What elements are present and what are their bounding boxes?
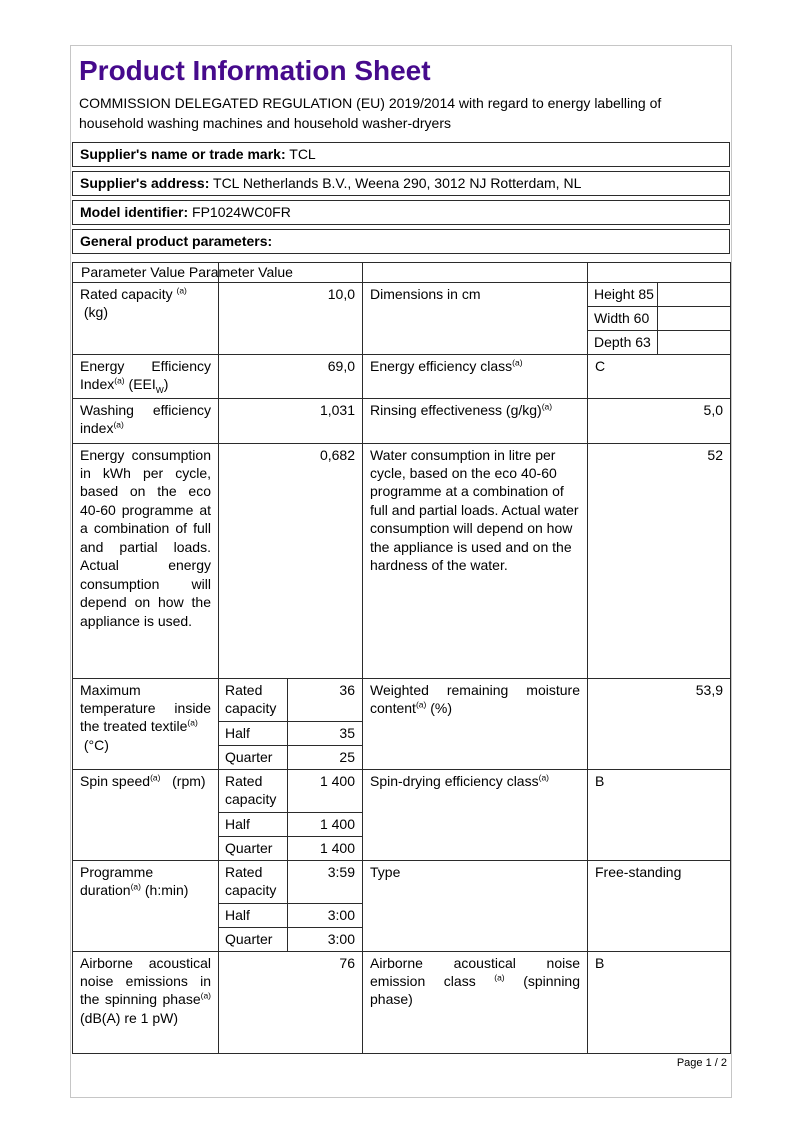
table-row-max-temperature <box>73 679 731 770</box>
table-header-row <box>73 263 731 283</box>
model-identifier-value: FP1024WC0FR <box>188 203 291 220</box>
load-row-half <box>219 722 362 746</box>
supplier-address-box <box>72 171 730 196</box>
load-label: Quarter <box>219 746 288 769</box>
param-label-water-consumption: Water consumption in litre per cycle, based on the eco 40-60 programme at a combination of full and partial loads. Actual water consumption will depend on how the appliance is used and on the hardness of the water. <box>363 444 588 679</box>
regulation-subtitle: COMMISSION DELEGATED REGULATION (EU) 2019/2014 with regard to energy labelling of household washing machines and household washer-dryers <box>79 95 662 132</box>
empty-cell <box>658 331 730 354</box>
value-moisture-content: 53,9 <box>588 679 731 770</box>
param-text: ) <box>163 375 169 392</box>
param-label-eei <box>73 355 219 399</box>
value-noise-class: B <box>588 952 731 1054</box>
programme-duration-values <box>219 861 363 952</box>
footnote-a-marker: (a) <box>130 881 141 892</box>
param-text: Washing efficiency index <box>80 401 211 436</box>
load-value: 3:59 <box>327 863 355 880</box>
model-identifier-label: Model identifier: <box>80 203 189 220</box>
param-label-noise-class <box>363 952 588 1054</box>
parameters-table <box>72 262 731 1054</box>
param-text: Spin-drying efficiency class <box>370 772 539 789</box>
value-rated-capacity: 10,0 <box>219 283 363 355</box>
param-text: (EEI <box>124 375 156 392</box>
supplier-name-value: TCL <box>285 145 316 162</box>
param-label-programme-duration <box>73 861 219 952</box>
supplier-address-value: TCL Netherlands B.V., Weena 290, 3012 NJ Rotterdam, NL <box>209 174 582 191</box>
param-label-dimensions: Dimensions in cm <box>363 283 588 355</box>
value-energy-class: C <box>588 355 731 399</box>
document-page <box>70 45 732 1098</box>
subscript-w: W <box>155 384 164 395</box>
footnote-a-marker: (a) <box>512 356 523 367</box>
dimensions-values <box>588 283 731 355</box>
load-label: Half <box>219 904 288 927</box>
param-text: Rated capacity <box>80 285 177 302</box>
load-value: 3:00 <box>327 906 355 923</box>
footnote-a-marker: (a) <box>114 375 125 386</box>
param-unit: (rpm) <box>160 772 206 789</box>
param-text: Airborne acoustical noise emissions in the spinning phase <box>80 954 211 1008</box>
load-label: Rated capacity <box>219 770 288 812</box>
param-label-noise <box>73 952 219 1054</box>
max-temperature-values <box>219 679 363 770</box>
empty-cell <box>658 283 730 306</box>
param-label-washing-efficiency <box>73 399 219 444</box>
footnote-a-marker: (a) <box>176 284 187 295</box>
param-unit: (%) <box>426 699 452 716</box>
footnote-a-marker: (a) <box>415 699 427 710</box>
value-spin-drying-class: B <box>588 770 731 861</box>
load-value: 35 <box>339 724 355 741</box>
load-row-rated <box>219 770 362 813</box>
load-label: Half <box>219 722 288 745</box>
general-parameters-label: General product parameters: <box>80 232 273 249</box>
table-row-washing-efficiency <box>73 399 731 444</box>
param-label-rated-capacity <box>73 283 219 355</box>
page-title: Product Information Sheet <box>79 55 431 86</box>
table-row-programme-duration <box>73 861 731 952</box>
param-text: Weighted remaining moisture content <box>370 681 580 716</box>
table-row-energy-consumption <box>73 444 731 679</box>
param-text: Energy Efficiency Index <box>80 357 211 392</box>
load-value: 3:00 <box>327 930 355 947</box>
load-row-quarter <box>219 746 362 769</box>
spin-speed-values <box>219 770 363 861</box>
load-value: 1 400 <box>319 815 355 832</box>
dimension-row-depth <box>588 331 730 354</box>
param-unit: (h:min) <box>140 881 189 898</box>
load-label: Half <box>219 813 288 836</box>
supplier-address-label: Supplier's address: <box>80 174 210 191</box>
load-row-quarter <box>219 928 362 951</box>
header-cell <box>363 263 588 283</box>
header-cell <box>588 263 731 283</box>
load-label: Rated capacity <box>219 861 288 903</box>
param-text: Rinsing effectiveness (g/kg) <box>370 401 542 418</box>
load-value: 36 <box>339 681 355 698</box>
table-row-spin-speed <box>73 770 731 861</box>
value-eei: 69,0 <box>219 355 363 399</box>
value-water-consumption: 52 <box>588 444 731 679</box>
load-row-quarter <box>219 837 362 860</box>
table-row-noise <box>73 952 731 1054</box>
param-label-moisture-content <box>363 679 588 770</box>
value-type: Free-standing <box>588 861 731 952</box>
param-label-rinsing <box>363 399 588 444</box>
param-label-energy-class <box>363 355 588 399</box>
param-label-spin-drying-class <box>363 770 588 861</box>
param-text: Programme duration <box>80 863 154 898</box>
value-washing-efficiency: 1,031 <box>219 399 363 444</box>
load-value: 25 <box>339 748 355 765</box>
footnote-a-marker: (a) <box>113 419 124 430</box>
param-text: Maximum temperature inside the treated textile <box>80 681 211 735</box>
param-unit: (°C) <box>80 736 109 753</box>
param-unit: (kg) <box>80 303 108 320</box>
general-parameters-box <box>72 229 730 254</box>
param-text: Airborne acoustical noise emission class <box>370 954 580 989</box>
load-label: Quarter <box>219 837 288 860</box>
value-energy-consumption: 0,682 <box>219 444 363 679</box>
param-label-max-temperature <box>73 679 219 770</box>
param-unit: (dB(A) re 1 pW) <box>80 1009 179 1026</box>
dimension-row-width <box>588 307 730 331</box>
param-unit: (spinning phase) <box>370 972 581 1008</box>
value-noise: 76 <box>219 952 363 1054</box>
table-row-energy-efficiency-index <box>73 355 731 399</box>
dimension-depth: Depth 63 <box>588 331 658 354</box>
load-value: 1 400 <box>319 839 355 856</box>
supplier-name-label: Supplier's name or trade mark: <box>80 145 286 162</box>
dimension-width: Width 60 <box>588 307 658 330</box>
table-header-text: Parameter Value Parameter Value <box>81 263 293 280</box>
load-row-rated <box>219 861 362 904</box>
empty-cell <box>658 307 730 330</box>
load-label: Quarter <box>219 928 288 951</box>
footnote-a-marker: (a) <box>200 990 211 1001</box>
footnote-a-marker: (a) <box>494 972 505 983</box>
param-text: Spin speed <box>80 772 151 789</box>
footnote-a-marker: (a) <box>541 400 553 411</box>
param-text: Energy efficiency class <box>370 357 513 374</box>
table-row-rated-capacity <box>73 283 731 355</box>
footnote-a-marker: (a) <box>150 771 161 782</box>
model-identifier-box <box>72 200 730 225</box>
dimension-height: Height 85 <box>588 283 658 306</box>
value-rinsing: 5,0 <box>588 399 731 444</box>
load-row-rated <box>219 679 362 722</box>
footnote-a-marker: (a) <box>187 717 198 728</box>
supplier-name-box <box>72 142 730 167</box>
param-label-energy-consumption: Energy consumption in kWh per cycle, based on the eco 40-60 programme at a combination of full and partial loads. Actual energy consumption will depend on how the appliance is used. <box>73 444 219 679</box>
dimension-row-height <box>588 283 730 307</box>
param-label-type: Type <box>363 861 588 952</box>
load-row-half <box>219 904 362 928</box>
load-label: Rated capacity <box>219 679 288 721</box>
load-row-half <box>219 813 362 837</box>
param-label-spin-speed <box>73 770 219 861</box>
footnote-a-marker: (a) <box>538 771 549 782</box>
page-number: Page 1 / 2 <box>676 1057 727 1069</box>
load-value: 1 400 <box>319 772 355 789</box>
